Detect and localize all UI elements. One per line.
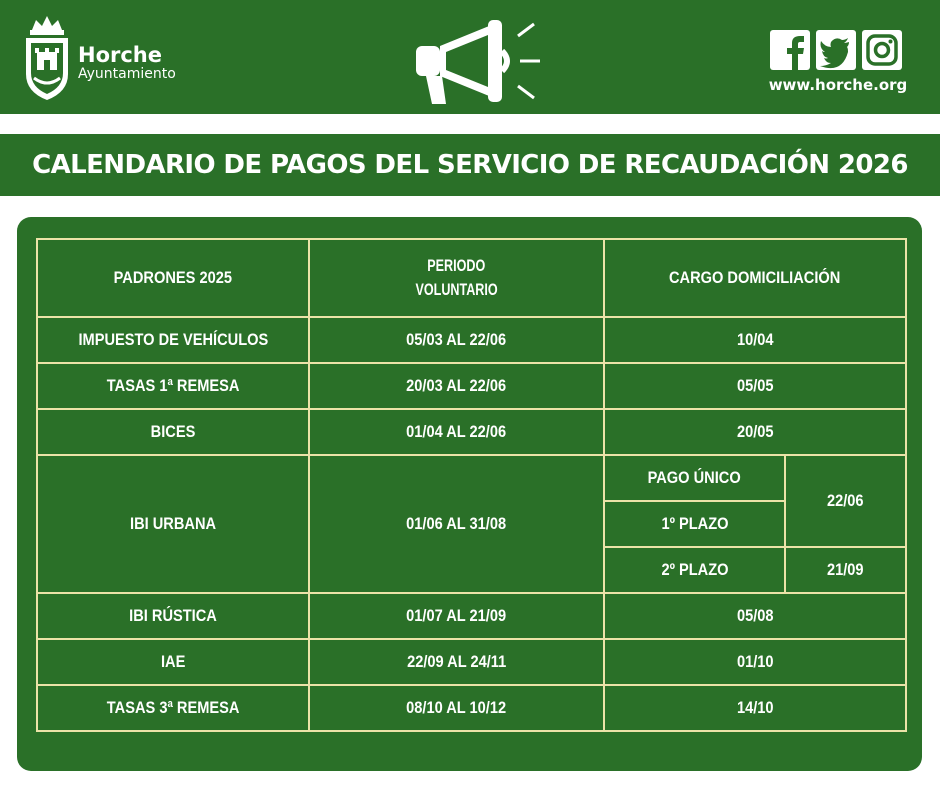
header-padrones: PADRONES 2025 [37,239,309,317]
social-links [770,30,902,70]
cell-cargo: 01/10 [604,639,906,685]
cell-padron: IAE [37,639,309,685]
table-row [37,409,906,455]
cell-cargo: 10/04 [604,317,906,363]
table-row [37,317,906,363]
calendar-panel [17,217,922,771]
cell-cargo: 22/06 [785,455,906,547]
cell-periodo: 08/10 AL 10/12 [309,685,604,731]
horche-coat-of-arms-icon [22,12,72,104]
facebook-icon[interactable] [770,30,810,70]
cell-padron: IBI RÚSTICA [37,593,309,639]
twitter-icon[interactable] [816,30,856,70]
cell-padron: TASAS 1ª REMESA [37,363,309,409]
table-row [37,593,906,639]
cell-periodo: 22/09 AL 24/11 [309,639,604,685]
cell-padron: IMPUESTO DE VEHÍCULOS [37,317,309,363]
payment-calendar-table [36,238,907,732]
top-banner [0,0,940,114]
table-row [37,639,906,685]
cell-padron: TASAS 3ª REMESA [37,685,309,731]
cell-padron: IBI URBANA [37,455,309,593]
cell-periodo: 05/03 AL 22/06 [309,317,604,363]
cell-cargo: 05/08 [604,593,906,639]
brand-subtitle: Ayuntamiento [78,66,176,82]
title-banner [0,134,940,196]
header-periodo: PERIODO VOLUNTARIO [309,239,604,317]
cell-plazo-label: PAGO ÚNICO [604,455,785,501]
cell-plazo-label: 2º PLAZO [604,547,785,593]
table-row [37,685,906,731]
cell-cargo: 20/05 [604,409,906,455]
cell-periodo: 01/04 AL 22/06 [309,409,604,455]
cell-cargo: 14/10 [604,685,906,731]
table-header-row [37,239,906,317]
cell-periodo: 01/07 AL 21/09 [309,593,604,639]
brand-block [78,44,176,82]
cell-cargo: 21/09 [785,547,906,593]
cell-cargo: 05/05 [604,363,906,409]
brand-name: Horche [78,43,162,67]
cell-plazo-label: 1º PLAZO [604,501,785,547]
megaphone-icon [412,18,544,108]
page-title: CALENDARIO DE PAGOS DEL SERVICIO DE RECAUDACIÓN 2026 [32,150,908,180]
header-cargo: CARGO DOMICILIACIÓN [604,239,906,317]
cell-padron: BICES [37,409,309,455]
cell-periodo: 01/06 AL 31/08 [309,455,604,593]
table-row [37,363,906,409]
website-link[interactable]: www.horche.org [768,76,908,94]
cell-periodo: 20/03 AL 22/06 [309,363,604,409]
instagram-icon[interactable] [862,30,902,70]
table-row [37,455,906,501]
